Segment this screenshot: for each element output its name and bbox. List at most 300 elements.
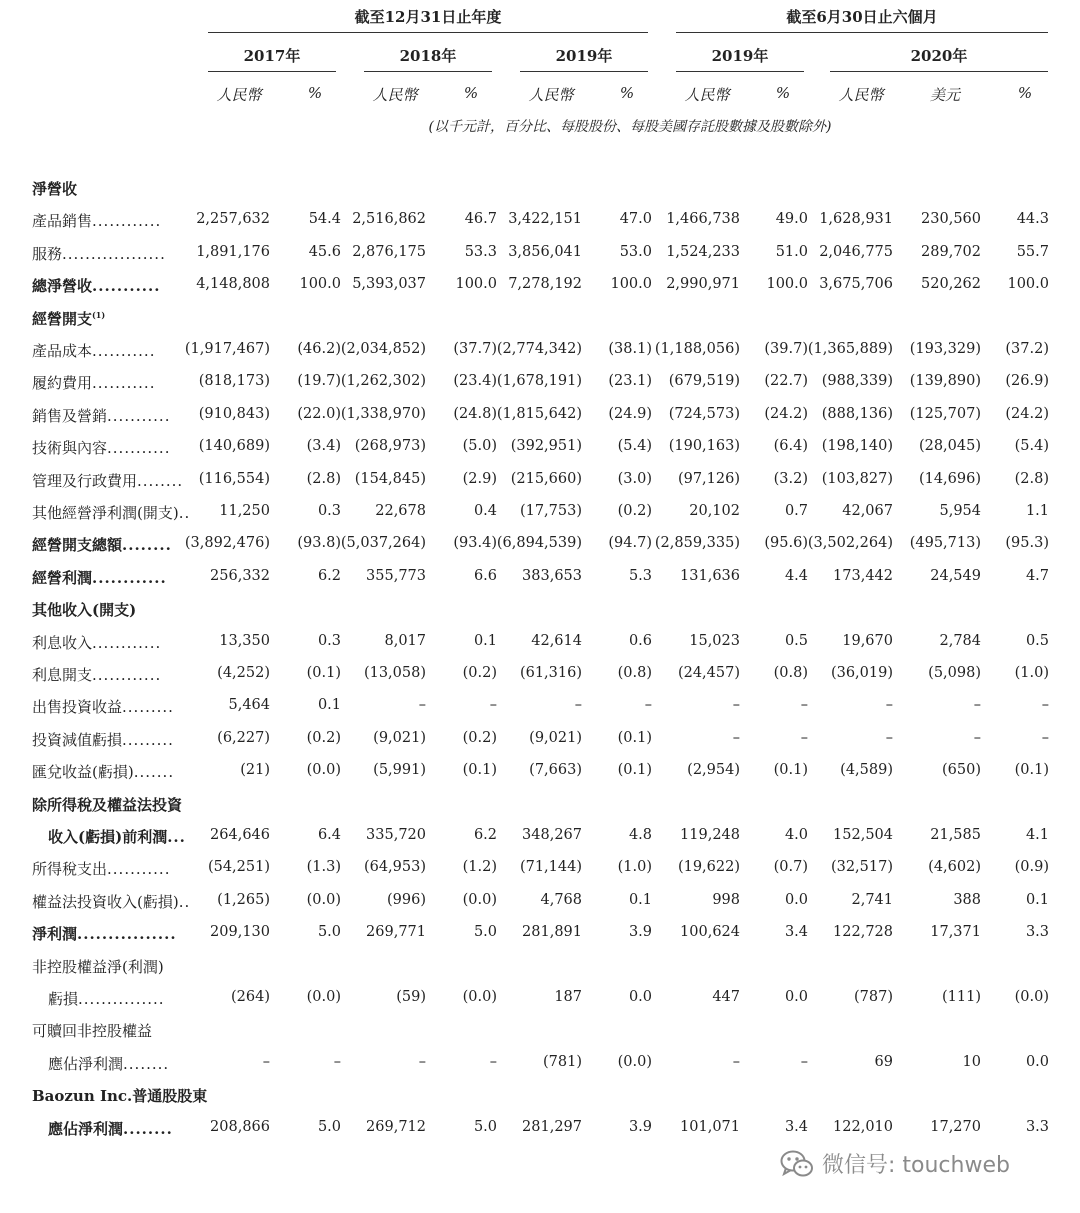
- cell-2018-rmb: 8,017: [384, 632, 426, 649]
- cell-h2020-pct: (95.3): [1005, 535, 1049, 552]
- cell-h2020-pct: (5.4): [1014, 438, 1049, 455]
- cell-h2019-pct: –: [800, 697, 808, 714]
- group-header-interim: 截至6月30日止六個月: [786, 8, 938, 26]
- cell-h2019-rmb: 100,624: [680, 924, 740, 941]
- row-label-text: 履約費用: [32, 374, 93, 393]
- row-label-text: 匯兌收益(虧損): [32, 763, 134, 782]
- cell-2017-rmb: (3,892,476): [184, 535, 270, 552]
- unit-pct: %: [775, 84, 791, 102]
- cell-2017-rmb: 4,148,808: [196, 276, 270, 293]
- row-label-text: 投資減值虧損: [32, 730, 123, 749]
- leader-dots: ................: [77, 925, 177, 944]
- cell-2019-rmb: 4,768: [540, 891, 582, 908]
- cell-2017-pct: 0.1: [317, 697, 341, 714]
- cell-2017-rmb: 208,866: [210, 1118, 270, 1135]
- cell-h2020-usd: 230,560: [921, 211, 981, 228]
- row-label: [32, 729, 174, 750]
- cell-2018-rmb: (2,034,852): [340, 341, 426, 357]
- cell-2018-pct: 53.3: [464, 243, 497, 260]
- leader-dots: ..................: [62, 244, 166, 263]
- cell-2017-rmb: (140,689): [198, 438, 270, 455]
- cell-h2019-pct: (6.4): [773, 438, 808, 455]
- cell-2018-pct: (2.9): [462, 470, 497, 487]
- cell-2017-rmb: (910,843): [198, 405, 270, 422]
- leader-dots: ............: [92, 568, 167, 587]
- row-label: [32, 210, 161, 231]
- cell-2019-rmb: 7,278,192: [508, 276, 582, 293]
- cell-2017-rmb: (21): [240, 762, 270, 779]
- cell-h2020-rmb: 69: [874, 1053, 893, 1070]
- cell-2017-pct: 0.3: [317, 503, 341, 519]
- cell-2019-pct: (3.0): [617, 470, 652, 487]
- cell-h2020-rmb: 3,675,706: [819, 276, 893, 293]
- unit-rmb: 人民幣: [528, 86, 574, 104]
- cell-h2020-usd: (4,602): [928, 859, 981, 876]
- cell-h2020-rmb: 122,010: [833, 1118, 893, 1135]
- cell-2017-pct: (1.3): [306, 859, 341, 876]
- cell-2017-rmb: 264,646: [210, 827, 270, 843]
- cell-h2020-usd: 10: [962, 1053, 981, 1070]
- cell-h2020-rmb: (1,365,889): [807, 341, 893, 357]
- row-label: [32, 761, 174, 782]
- cell-2019-pct: 3.9: [628, 924, 652, 941]
- cell-h2019-rmb: (24,457): [677, 665, 740, 681]
- cell-h2020-rmb: 152,504: [833, 827, 893, 843]
- leader-dots: ...........: [107, 860, 171, 879]
- cell-2017-rmb: (4,252): [217, 665, 270, 681]
- cell-2017-pct: (22.0): [297, 405, 341, 422]
- year-rule: [208, 71, 336, 72]
- row-label-text: 其他經營淨利潤(開支): [32, 504, 179, 522]
- cell-2018-rmb: 269,771: [366, 924, 426, 941]
- cell-h2020-usd: 2,784: [939, 632, 981, 649]
- group-rule-interim: [676, 32, 1048, 33]
- cell-2019-rmb: –: [574, 697, 582, 714]
- cell-2017-pct: (0.2): [306, 729, 341, 746]
- row-label-text: 應佔淨利潤: [48, 1054, 124, 1073]
- cell-h2019-rmb: –: [732, 729, 740, 746]
- cell-2018-pct: 6.6: [473, 567, 497, 584]
- row-label-text: 產品成本: [32, 342, 93, 360]
- leader-dots: ...........: [107, 439, 171, 458]
- cell-2019-pct: (0.0): [617, 1053, 652, 1070]
- row-label-text: 應佔淨利潤: [48, 1119, 124, 1138]
- cell-2018-rmb: 355,773: [366, 567, 426, 584]
- cell-2018-pct: (0.1): [462, 762, 497, 779]
- watermark: [780, 1148, 1010, 1179]
- cell-h2020-pct: 4.1: [1025, 827, 1049, 843]
- cell-2017-pct: 6.4: [317, 827, 341, 843]
- cell-2019-rmb: 348,267: [522, 827, 582, 843]
- cell-2018-rmb: (5,037,264): [340, 535, 426, 552]
- cell-h2020-pct: (24.2): [1005, 405, 1049, 422]
- cell-h2019-pct: 0.0: [784, 891, 808, 908]
- unit-rmb: 人民幣: [838, 86, 884, 104]
- cell-h2020-pct: 0.0: [1025, 1053, 1049, 1070]
- cell-2017-rmb: –: [262, 1053, 270, 1070]
- leader-dots: ........: [123, 1119, 173, 1138]
- cell-h2020-rmb: (103,827): [821, 470, 893, 487]
- cell-h2019-pct: 4.0: [784, 827, 808, 843]
- row-label-text: 管理及行政費用: [32, 471, 138, 490]
- row-label-text: Baozun Inc.普通股股東: [32, 1087, 208, 1106]
- unit-rmb: 人民幣: [372, 86, 418, 104]
- footnote-marker: (1): [92, 309, 106, 320]
- cell-2019-rmb: (7,663): [529, 762, 582, 779]
- cell-h2019-pct: 51.0: [775, 243, 808, 260]
- leader-dots: ...........: [107, 406, 171, 425]
- year-rule: [830, 71, 1048, 72]
- cell-2019-pct: 3.9: [628, 1118, 652, 1135]
- unit-pct: %: [463, 84, 479, 102]
- row-label-text: 淨利潤: [32, 925, 78, 944]
- unit-rmb: 人民幣: [216, 86, 262, 104]
- year-rule: [676, 71, 804, 72]
- cell-2019-rmb: (6,894,539): [496, 535, 582, 552]
- row-label: [32, 794, 182, 815]
- cell-2018-pct: (24.8): [453, 405, 497, 422]
- cell-2017-rmb: (264): [231, 989, 270, 1005]
- cell-2017-rmb: 2,257,632: [196, 211, 270, 228]
- row-label-text: 所得稅支出: [32, 860, 108, 879]
- cell-2019-rmb: 383,653: [522, 567, 582, 584]
- cell-2018-rmb: 2,876,175: [352, 243, 426, 260]
- cell-2019-rmb: 281,891: [522, 924, 582, 941]
- cell-h2020-pct: 55.7: [1016, 243, 1049, 260]
- cell-2017-pct: (93.8): [297, 535, 341, 552]
- cell-h2019-rmb: 119,248: [680, 827, 740, 843]
- cell-h2020-pct: 3.3: [1025, 1118, 1049, 1135]
- cell-2017-pct: (3.4): [306, 438, 341, 455]
- cell-h2020-pct: 0.1: [1025, 891, 1049, 908]
- cell-2018-rmb: 5,393,037: [352, 276, 426, 293]
- cell-h2020-rmb: (198,140): [821, 438, 893, 455]
- cell-h2019-pct: (0.1): [773, 762, 808, 779]
- cell-2018-pct: –: [489, 697, 497, 714]
- cell-2017-rmb: 5,464: [228, 697, 270, 714]
- cell-2018-pct: (1.2): [462, 859, 497, 876]
- cell-h2020-usd: –: [973, 729, 981, 746]
- cell-h2019-pct: 100.0: [766, 276, 808, 293]
- row-label: [32, 372, 155, 393]
- cell-h2020-usd: 17,270: [930, 1118, 981, 1135]
- cell-2018-rmb: 22,678: [375, 503, 426, 519]
- cell-2019-pct: (0.1): [617, 762, 652, 779]
- cell-h2020-usd: 388: [953, 891, 981, 908]
- cell-2018-pct: (0.2): [462, 729, 497, 746]
- cell-h2019-pct: –: [800, 1053, 808, 1070]
- cell-2017-pct: (0.0): [306, 989, 341, 1005]
- cell-h2019-rmb: (1,188,056): [654, 341, 740, 357]
- year-header-2018: 2018年: [399, 47, 457, 65]
- cell-2017-rmb: 209,130: [210, 924, 270, 941]
- cell-h2020-rmb: 19,670: [842, 632, 893, 649]
- cell-h2020-usd: (193,329): [909, 341, 981, 357]
- cell-2019-rmb: (61,316): [519, 665, 582, 681]
- leader-dots: ...........: [92, 277, 161, 296]
- leader-dots: ...........: [92, 374, 156, 393]
- cell-h2020-usd: (14,696): [918, 470, 981, 487]
- unit-pct: %: [307, 84, 323, 102]
- cell-h2020-usd: 24,549: [930, 567, 981, 584]
- cell-h2020-pct: (37.2): [1005, 341, 1049, 357]
- cell-2019-rmb: 187: [554, 989, 582, 1005]
- row-label: [32, 632, 161, 653]
- row-label: [32, 567, 167, 588]
- cell-h2019-pct: 3.4: [784, 1118, 808, 1135]
- leader-dots: .......: [133, 763, 175, 782]
- cell-h2019-pct: 0.0: [784, 989, 808, 1005]
- cell-2017-rmb: (54,251): [207, 859, 270, 876]
- cell-h2020-pct: 1.1: [1025, 503, 1049, 519]
- cell-h2020-rmb: 173,442: [833, 567, 893, 584]
- row-label: [32, 437, 170, 458]
- cell-h2019-pct: 0.5: [784, 632, 808, 649]
- row-label: [32, 599, 136, 620]
- cell-h2019-rmb: (679,519): [668, 373, 740, 390]
- cell-2019-pct: (94.7): [608, 535, 652, 552]
- cell-h2020-usd: (125,707): [909, 405, 981, 422]
- row-label-text: 利息開支: [32, 666, 93, 684]
- cell-2019-pct: –: [644, 697, 652, 714]
- cell-2017-pct: 45.6: [308, 243, 341, 260]
- cell-2017-pct: (46.2): [297, 341, 341, 357]
- cell-h2019-pct: (0.8): [773, 665, 808, 681]
- leader-dots: ..: [178, 504, 191, 522]
- leader-dots: .........: [122, 730, 174, 749]
- leader-dots: ........: [122, 536, 172, 555]
- cell-2017-rmb: 13,350: [219, 632, 270, 649]
- cell-2019-rmb: (215,660): [510, 470, 582, 487]
- cell-2019-pct: 100.0: [610, 276, 652, 293]
- cell-h2020-usd: –: [973, 697, 981, 714]
- cell-2019-rmb: (9,021): [529, 729, 582, 746]
- cell-2018-rmb: (1,262,302): [340, 373, 426, 390]
- cell-h2020-rmb: (787): [854, 989, 893, 1005]
- cell-2017-rmb: 256,332: [210, 567, 270, 584]
- row-label: [32, 340, 155, 361]
- cell-h2019-rmb: –: [732, 697, 740, 714]
- cell-2018-rmb: (9,021): [373, 729, 426, 746]
- row-label-text: 經營利潤: [32, 568, 93, 587]
- cell-h2020-rmb: –: [885, 697, 893, 714]
- cell-2017-pct: 5.0: [317, 1118, 341, 1135]
- cell-h2020-usd: (139,890): [909, 373, 981, 390]
- cell-2019-rmb: (2,774,342): [496, 341, 582, 357]
- cell-h2019-rmb: 1,466,738: [666, 211, 740, 228]
- row-label-text: 產品銷售: [32, 212, 93, 231]
- unit-pct: %: [619, 84, 635, 102]
- row-label-text: 利息收入: [32, 633, 93, 652]
- cell-2018-rmb: 335,720: [366, 827, 426, 843]
- row-label: [32, 243, 166, 264]
- row-label-text: 收入(虧損)前利潤: [48, 828, 168, 846]
- cell-2017-rmb: (1,917,467): [184, 341, 270, 357]
- cell-h2020-rmb: (988,339): [821, 373, 893, 390]
- cell-h2019-rmb: 2,990,971: [666, 276, 740, 293]
- unit-note: (以千元計，百分比、每股股份、每股美國存託股數據及股數除外): [428, 119, 832, 135]
- cell-2018-pct: 5.0: [473, 924, 497, 941]
- leader-dots: ...............: [78, 990, 165, 1008]
- year-rule: [520, 71, 648, 72]
- cell-h2020-pct: 4.7: [1025, 567, 1049, 584]
- cell-h2020-pct: –: [1041, 729, 1049, 746]
- row-label: [32, 696, 174, 717]
- cell-2018-pct: –: [489, 1053, 497, 1070]
- cell-2018-pct: 6.2: [473, 827, 497, 843]
- cell-2019-rmb: (17,753): [519, 503, 582, 519]
- row-label: [48, 988, 165, 1009]
- cell-h2020-pct: (26.9): [1005, 373, 1049, 390]
- cell-2017-pct: (19.7): [297, 373, 341, 390]
- cell-h2020-usd: (5,098): [928, 665, 981, 681]
- cell-h2020-rmb: 1,628,931: [819, 211, 893, 228]
- cell-h2020-pct: 0.5: [1025, 632, 1049, 649]
- cell-h2019-pct: 4.4: [784, 567, 808, 584]
- cell-2019-pct: (0.2): [617, 503, 652, 519]
- cell-2017-pct: (0.1): [306, 665, 341, 681]
- cell-h2020-rmb: 2,741: [851, 891, 893, 908]
- cell-2018-rmb: (59): [396, 989, 426, 1005]
- cell-2019-pct: 0.6: [628, 632, 652, 649]
- cell-2018-rmb: 269,712: [366, 1118, 426, 1135]
- cell-2017-rmb: (116,554): [198, 470, 270, 487]
- row-label: [32, 923, 177, 944]
- cell-h2020-pct: (0.1): [1014, 762, 1049, 779]
- cell-h2020-pct: 3.3: [1025, 924, 1049, 941]
- cell-2018-pct: (93.4): [453, 535, 497, 552]
- cell-h2019-rmb: (2,954): [687, 762, 740, 779]
- cell-h2020-rmb: 42,067: [842, 503, 893, 519]
- cell-h2019-pct: (39.7): [764, 341, 808, 357]
- cell-2018-pct: (0.2): [462, 665, 497, 681]
- cell-2018-pct: 0.4: [473, 503, 497, 519]
- cell-2019-pct: (1.0): [617, 859, 652, 876]
- cell-h2020-rmb: (4,589): [840, 762, 893, 779]
- row-label: [32, 308, 105, 329]
- cell-h2020-rmb: 2,046,775: [819, 243, 893, 260]
- cell-h2020-pct: (1.0): [1014, 665, 1049, 681]
- cell-h2020-pct: (0.0): [1014, 989, 1049, 1005]
- row-label: [32, 858, 170, 879]
- cell-h2020-pct: –: [1041, 697, 1049, 714]
- cell-2019-rmb: 3,856,041: [508, 243, 582, 260]
- cell-h2019-rmb: (2,859,335): [654, 535, 740, 552]
- cell-h2020-usd: 21,585: [930, 827, 981, 843]
- cell-h2019-pct: 0.7: [784, 503, 808, 519]
- leader-dots: ............: [92, 212, 162, 231]
- unit-pct: %: [1017, 84, 1033, 102]
- row-label-text: 經營開支: [32, 309, 93, 328]
- cell-2019-pct: (0.8): [617, 665, 652, 681]
- row-label: [32, 664, 161, 685]
- cell-h2019-rmb: (190,163): [668, 438, 740, 455]
- cell-2019-pct: (5.4): [617, 438, 652, 455]
- cell-2018-pct: 5.0: [473, 1118, 497, 1135]
- cell-h2019-pct: 3.4: [784, 924, 808, 941]
- leader-dots: ...........: [92, 342, 156, 360]
- cell-h2020-usd: 5,954: [939, 503, 981, 519]
- cell-h2020-rmb: (888,136): [821, 405, 893, 422]
- cell-2018-rmb: (1,338,970): [340, 405, 426, 422]
- cell-2019-pct: 0.0: [628, 989, 652, 1005]
- cell-2018-pct: (37.7): [453, 341, 497, 357]
- cell-2017-rmb: (1,265): [217, 891, 270, 908]
- cell-2019-pct: 5.3: [628, 567, 652, 584]
- cell-h2019-rmb: (724,573): [668, 405, 740, 422]
- leader-dots: ..: [178, 892, 191, 911]
- cell-h2020-rmb: (36,019): [830, 665, 893, 681]
- cell-2017-rmb: 11,250: [219, 503, 270, 519]
- cell-h2020-rmb: –: [885, 729, 893, 746]
- cell-2018-pct: (5.0): [462, 438, 497, 455]
- cell-h2019-pct: (0.7): [773, 859, 808, 876]
- cell-2018-rmb: (154,845): [354, 470, 426, 487]
- cell-h2020-usd: (111): [942, 989, 981, 1005]
- cell-2018-rmb: –: [418, 697, 426, 714]
- cell-h2019-pct: (22.7): [764, 373, 808, 390]
- cell-2018-rmb: –: [418, 1053, 426, 1070]
- cell-2019-rmb: (781): [543, 1053, 582, 1070]
- cell-h2019-pct: –: [800, 729, 808, 746]
- cell-2017-pct: 0.3: [317, 632, 341, 649]
- cell-2017-pct: 5.0: [317, 924, 341, 941]
- cell-2017-pct: 100.0: [299, 276, 341, 293]
- cell-h2019-rmb: 15,023: [689, 632, 740, 649]
- cell-h2019-rmb: 1,524,233: [666, 243, 740, 260]
- cell-2019-rmb: 42,614: [531, 632, 582, 649]
- leader-dots: ...: [167, 828, 186, 846]
- cell-h2020-usd: 520,262: [921, 276, 981, 293]
- row-label-text: 總淨營收: [32, 277, 93, 296]
- row-label-text: 經營開支總額: [32, 536, 123, 555]
- row-label: [48, 1118, 173, 1139]
- cell-h2019-rmb: (19,622): [677, 859, 740, 876]
- cell-2019-pct: 0.1: [628, 891, 652, 908]
- cell-2018-rmb: (996): [387, 891, 426, 908]
- cell-2018-pct: (23.4): [453, 373, 497, 390]
- cell-h2020-pct: 100.0: [1007, 276, 1049, 293]
- row-label-text: 權益法投資收入(虧損): [32, 892, 179, 911]
- cell-h2019-pct: 49.0: [775, 211, 808, 228]
- cell-2019-pct: 53.0: [619, 243, 652, 260]
- group-header-annual: 截至12月31日止年度: [354, 8, 502, 26]
- cell-h2020-pct: (0.9): [1014, 859, 1049, 876]
- row-label: [32, 405, 170, 426]
- cell-h2019-rmb: (97,126): [677, 470, 740, 487]
- watermark-text: 微信号: touchweb: [822, 1153, 1010, 1178]
- row-label: [32, 275, 160, 296]
- cell-2017-rmb: (6,227): [217, 729, 270, 746]
- unit-usd: 美元: [929, 86, 960, 104]
- row-label-text: 非控股權益淨(利潤): [32, 957, 164, 976]
- cell-2017-pct: (0.0): [306, 762, 341, 779]
- group-rule-annual: [208, 32, 648, 33]
- row-label: [48, 1053, 169, 1074]
- row-label-text: 除所得稅及權益法投資: [32, 795, 183, 814]
- cell-2018-pct: 100.0: [455, 276, 497, 293]
- cell-2019-pct: (23.1): [608, 373, 652, 390]
- cell-2018-rmb: (5,991): [373, 762, 426, 779]
- row-label: [32, 1085, 207, 1106]
- cell-h2020-rmb: 122,728: [833, 924, 893, 941]
- cell-2019-pct: (38.1): [608, 341, 652, 357]
- year-rule: [364, 71, 492, 72]
- row-label-text: 淨營收: [32, 180, 78, 198]
- year-header-2020: 2020年: [910, 47, 968, 65]
- row-label-text: 可贖回非控股權益: [32, 1022, 153, 1041]
- year-header-2019-interim: 2019年: [711, 47, 769, 65]
